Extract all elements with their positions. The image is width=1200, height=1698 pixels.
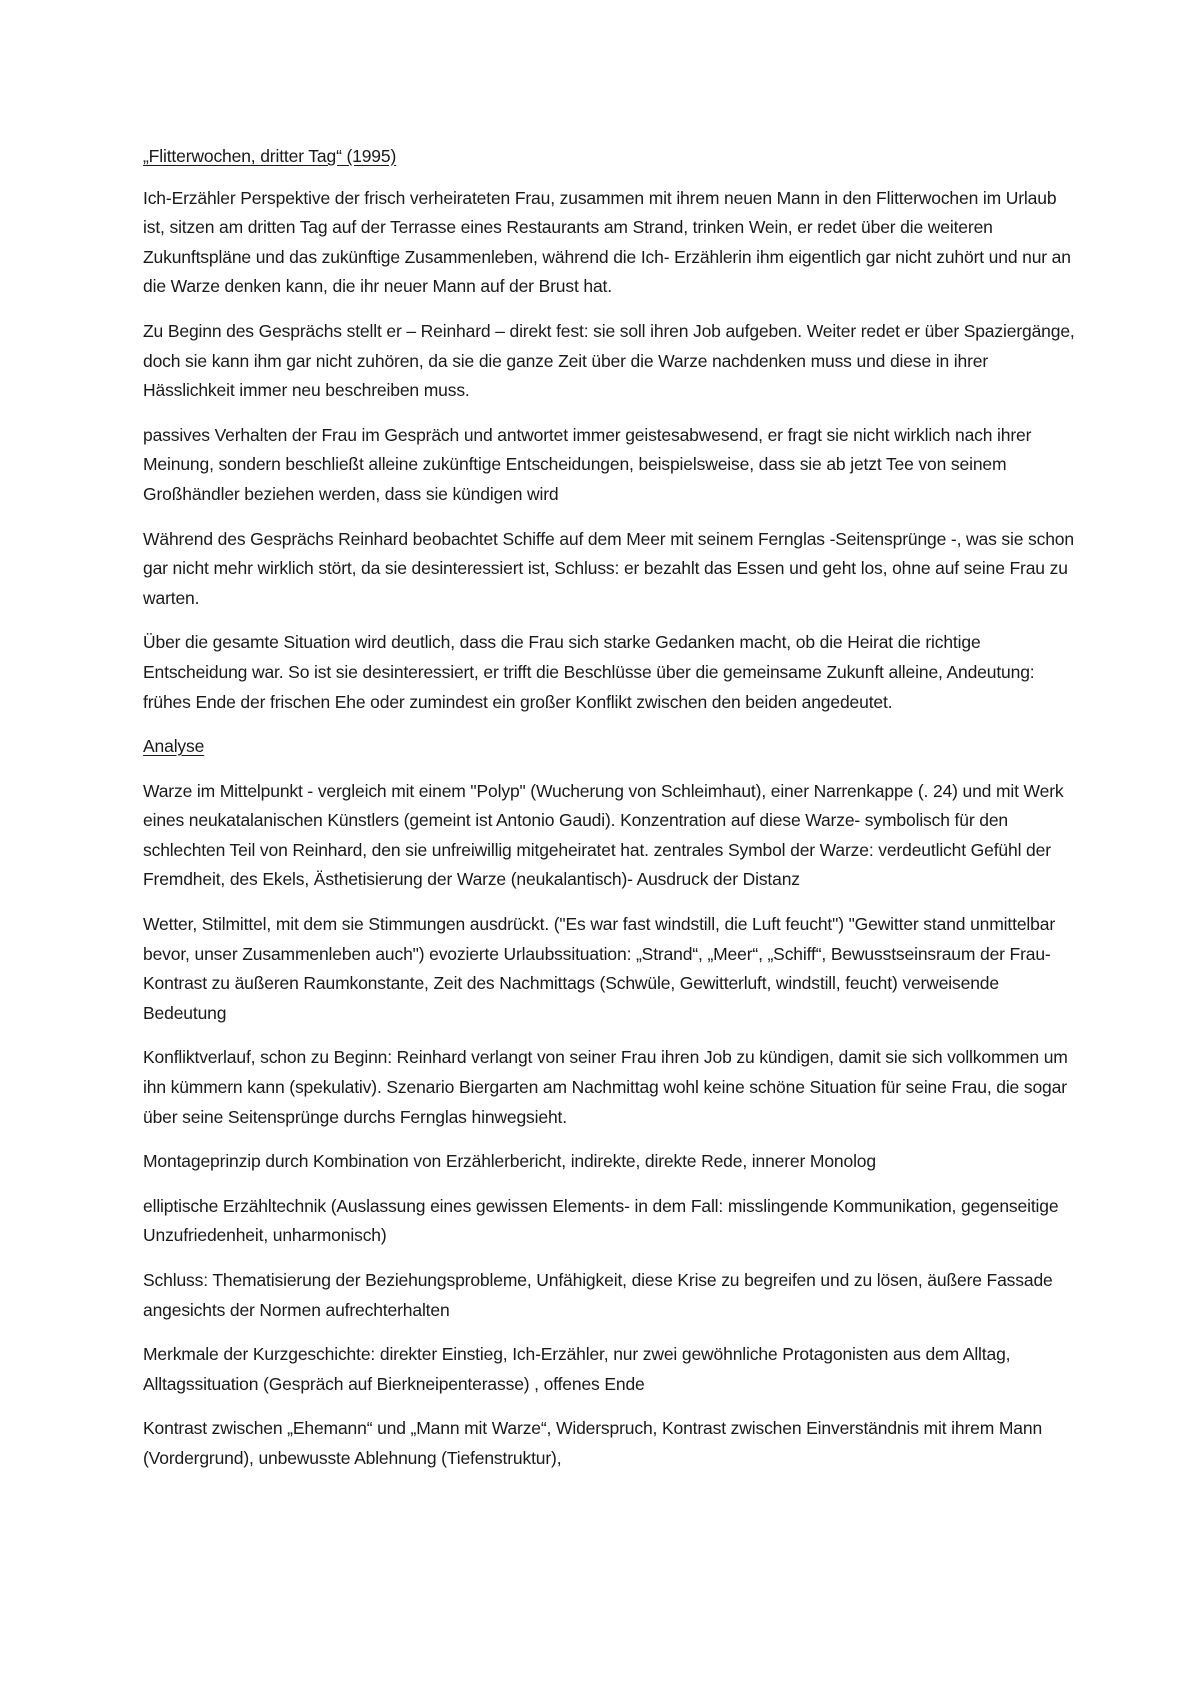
summary-paragraph-1: Ich-Erzähler Perspektive der frisch verheirateten Frau, zusammen mit ihrem neuen Mann in den Flitterwochen im Urlaub ist, sitzen am dritten Tag auf der Terrasse eines Restaurants am Strand, trinken Wein, er redet über die weiteren Zukunftspläne und das zukünftige Zusammenleben, während die Ich- Erzählerin ihm eigentlich gar nicht zuhört und nur an die Warze denken kann, die ihr neuer Mann auf der Brust hat. [143, 187, 1071, 297]
analysis-paragraph-8: Kontrast zwischen „Ehemann“ und „Mann mit Warze“, Widerspruch, Kontrast zwischen Einverständnis mit ihrem Mann (Vordergrund), unbewusste Ablehnung (Tiefenstruktur), [143, 1418, 1043, 1468]
summary-paragraph-3: passives Verhalten der Frau im Gespräch und antwortet immer geistesabwesend, er fragt sie nicht wirklich nach ihrer Meinung, sondern beschließt alleine zukünftige Entscheidungen, beispielsweise, dass sie ab jetzt Tee von seinem Großhändler beziehen werden, dass sie kündigen wird [143, 424, 1032, 504]
document-page [143, 142, 1078, 1489]
document-title-text: „Flitterwochen, dritter Tag“ (1995) [143, 146, 397, 166]
analysis-paragraph-3: Konfliktverlauf, schon zu Beginn: Reinhard verlangt von seiner Frau ihren Job zu kündigen, damit sie sich vollkommen um ihn kümmern kann (spekulativ). Szenario Biergarten am Nachmittag wohl keine schöne Situation für seine Frau, die sogar über seine Seitensprünge durchs Fernglas hinwegsieht. [143, 1047, 1068, 1127]
analysis-heading-text: Analyse [143, 736, 205, 757]
summary-paragraph-5: Über die gesamte Situation wird deutlich, dass die Frau sich starke Gedanken macht, ob die Heirat die richtige Entscheidung war. So ist sie desinteressiert, er trifft die Beschlüsse über die gemeinsame Zukunft alleine, Andeutung: frühes Ende der frischen Ehe oder zumindest ein großer Konflikt zwischen den beiden angedeutet. [143, 632, 1035, 712]
analysis-paragraph-2: Wetter, Stilmittel, mit dem sie Stimmungen ausdrückt. ("Es war fast windstill, die Luft feucht") "Gewitter stand unmittelbar bevor, unser Zusammenleben auch") evozierte Urlaubssituation: „Strand“, „Meer“, „Schiff“, Bewusstseinsraum der Frau- Kontrast zu äußeren Raumkonstante, Zeit des Nachmittags (Schwüle, Gewitterluft, windstill, feucht) verweisende Bedeutung [143, 914, 1056, 1023]
analysis-paragraph-4: Montageprinzip durch Kombination von Erzählerbericht, indirekte, direkte Rede, innerer Monolog [143, 1151, 876, 1172]
summary-paragraph-4: Während des Gesprächs Reinhard beobachtet Schiffe auf dem Meer mit seinem Fernglas -Seitensprünge -, was sie schon gar nicht mehr wirklich stört, da sie desinteressiert ist, Schluss: er bezahlt das Essen und geht los, ohne auf seine Frau zu warten. [143, 528, 1074, 608]
analysis-paragraph-1: Warze im Mittelpunkt - vergleich mit einem "Polyp" (Wucherung von Schleimhaut), einer Narrenkappe (. 24) und mit Werk eines neukatalanischen Künstlers (gemeint ist Antonio Gaudi). Konzentration auf diese Warze- symbolisch für den schlechten Teil von Reinhard, den sie unfreiwillig mitgeheiratet hat. zentrales Symbol der Warze: verdeutlicht Gefühl der Fremdheit, des Ekels, Ästhetisierung der Warze (neukalantisch)- Ausdruck der Distanz [143, 780, 1064, 890]
analysis-heading [143, 732, 1078, 762]
summary-paragraph-2: Zu Beginn des Gesprächs stellt er – Reinhard – direkt fest: sie soll ihren Job aufgeben. Weiter redet er über Spaziergänge, doch sie kann ihm gar nicht zuhören, da sie die ganze Zeit über die Warze nachdenken muss und diese in ihrer Hässlichkeit immer neu beschreiben muss. [143, 320, 1075, 401]
document-title [143, 142, 1078, 172]
analysis-paragraph-7: Merkmale der Kurzgeschichte: direkter Einstieg, Ich-Erzähler, nur zwei gewöhnliche Protagonisten aus dem Alltag, Alltagssituation (Gespräch auf Bierkneipenterasse) , offenes Ende [143, 1344, 1011, 1394]
analysis-paragraph-6: Schluss: Thematisierung der Beziehungsprobleme, Unfähigkeit, diese Krise zu begreifen und zu lösen, äußere Fassade angesichts der Normen aufrechterhalten [143, 1270, 1053, 1320]
analysis-paragraph-5: elliptische Erzähltechnik (Auslassung eines gewissen Elements- in dem Fall: misslingende Kommunikation, gegenseitige Unzufriedenheit, unharmonisch) [143, 1195, 1059, 1246]
